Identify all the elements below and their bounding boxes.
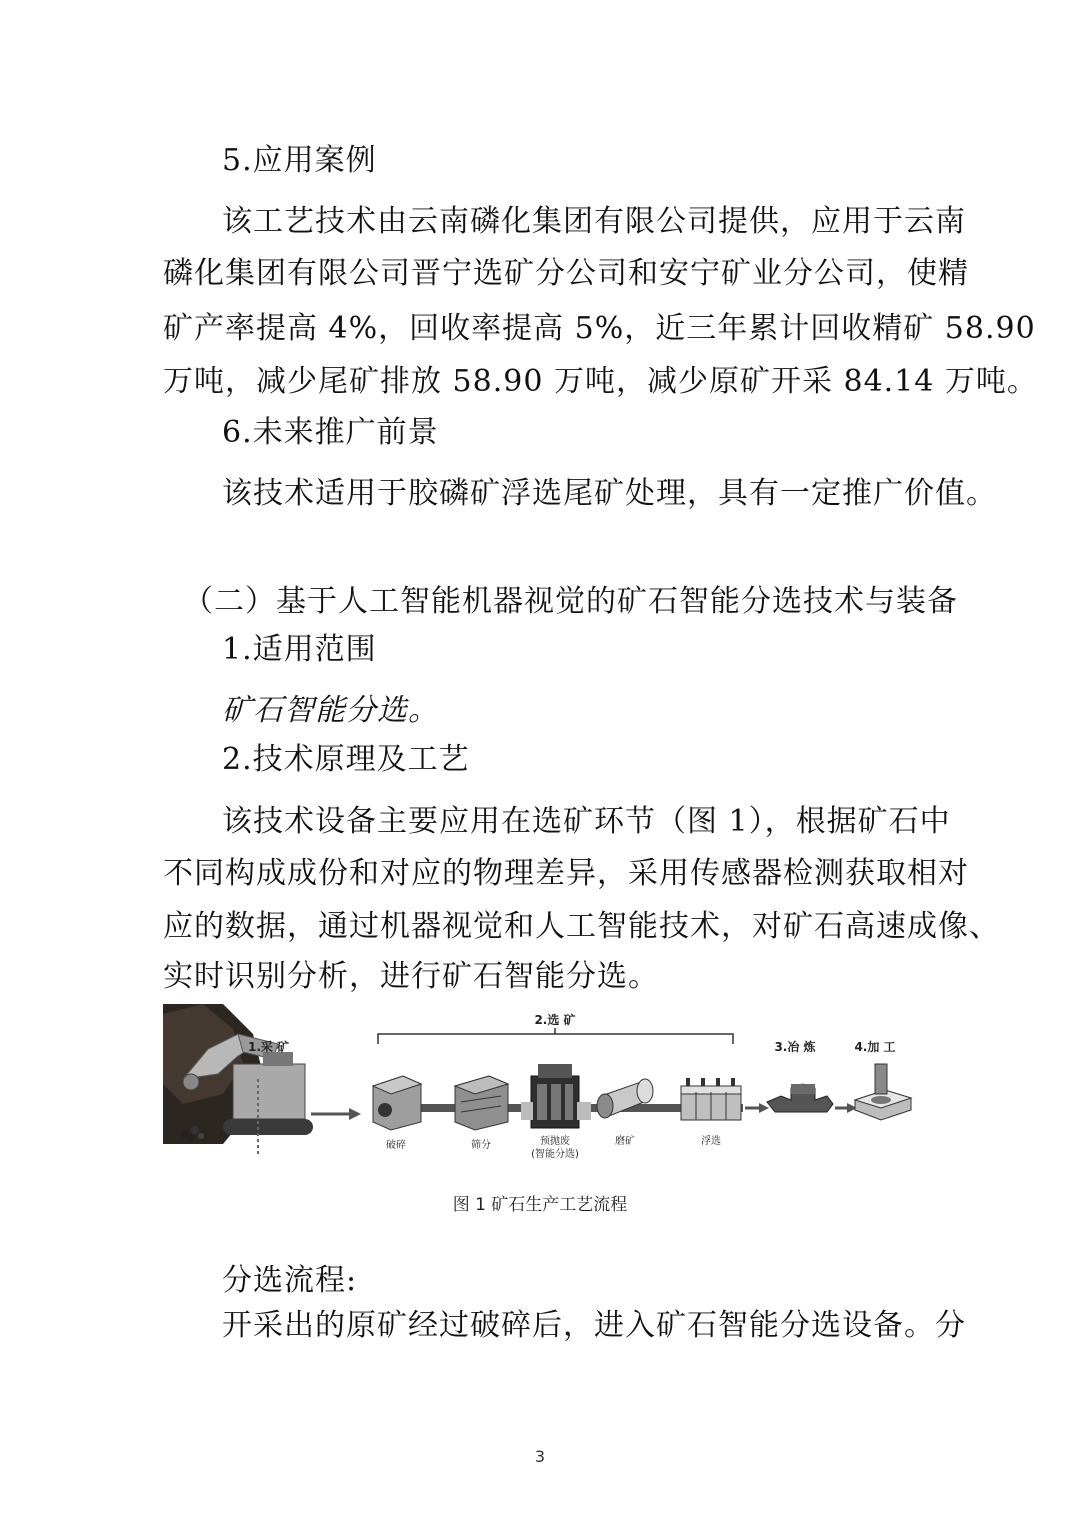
stage-bracket — [378, 1034, 733, 1044]
paragraph-line: 实时识别分析，进行矿石智能分选。 — [163, 959, 659, 994]
section-heading-future-prospects: 6.未来推广前景 — [222, 415, 439, 450]
part-heading: （二）基于人工智能机器视觉的矿石智能分选技术与装备 — [183, 584, 958, 619]
figure-caption: 图 1 矿石生产工艺流程 — [452, 1195, 628, 1215]
paragraph-line: 不同构成成份和对应的物理差异，采用传感器检测获取相对 — [163, 856, 969, 891]
section-heading-principle: 2.技术原理及工艺 — [222, 742, 470, 777]
crusher-icon — [373, 1076, 421, 1130]
ball-mill-icon — [597, 1079, 653, 1118]
process-flow-figure — [163, 1004, 920, 1162]
paragraph-line: 该技术设备主要应用在选矿环节（图 1），根据矿石中 — [222, 804, 951, 839]
paragraph-line: 开采出的原矿经过破碎后，进入矿石智能分选设备。分 — [222, 1308, 966, 1343]
stage-label-machining: 4.加 工 — [854, 1040, 896, 1054]
step-label-flotation: 浮选 — [701, 1136, 721, 1147]
stage-label-smelting: 3.冶 炼 — [774, 1040, 816, 1054]
paragraph-line: 该技术适用于胶磷矿浮选尾矿处理，具有一定推广价值。 — [222, 476, 997, 511]
paragraph-line: 磷化集团有限公司晋宁选矿分公司和安宁矿业分公司，使精 — [163, 256, 969, 291]
section-heading-sorting-process: 分选流程: — [222, 1263, 358, 1298]
smelted-metal-icon — [767, 1084, 833, 1112]
paragraph-line: 矿产率提高 4%，回收率提高 5%，近三年累计回收精矿 58.90 — [163, 311, 1036, 346]
paragraph-line: 矿石智能分选。 — [222, 693, 439, 728]
intelligent-sorter-icon — [521, 1064, 591, 1128]
step-label-crush: 破碎 — [386, 1140, 406, 1151]
paragraph-line: 应的数据，通过机器视觉和人工智能技术，对矿石高速成像、 — [163, 909, 1000, 944]
stage-label-processing: 2.选 矿 — [534, 1013, 576, 1027]
stage-label-mining: 1.采 矿 — [248, 1040, 290, 1054]
section-heading-application-case: 5.应用案例 — [222, 143, 377, 178]
flotation-cells-icon — [681, 1078, 741, 1120]
paragraph-line: 该工艺技术由云南磷化集团有限公司提供，应用于云南 — [222, 204, 966, 239]
machining-icon — [855, 1064, 911, 1120]
section-heading-scope: 1.适用范围 — [222, 632, 377, 667]
step-label-presort-sub: (智能分选) — [531, 1149, 579, 1160]
step-label-screen: 筛分 — [471, 1140, 491, 1151]
step-label-presort: 预抛废 — [540, 1136, 570, 1147]
step-label-grind: 磨矿 — [615, 1136, 635, 1147]
page-number: 3 — [534, 1447, 546, 1466]
paragraph-line: 万吨，减少尾矿排放 58.90 万吨，减少原矿开采 84.14 万吨。 — [163, 364, 1038, 399]
screen-icon — [455, 1076, 508, 1130]
